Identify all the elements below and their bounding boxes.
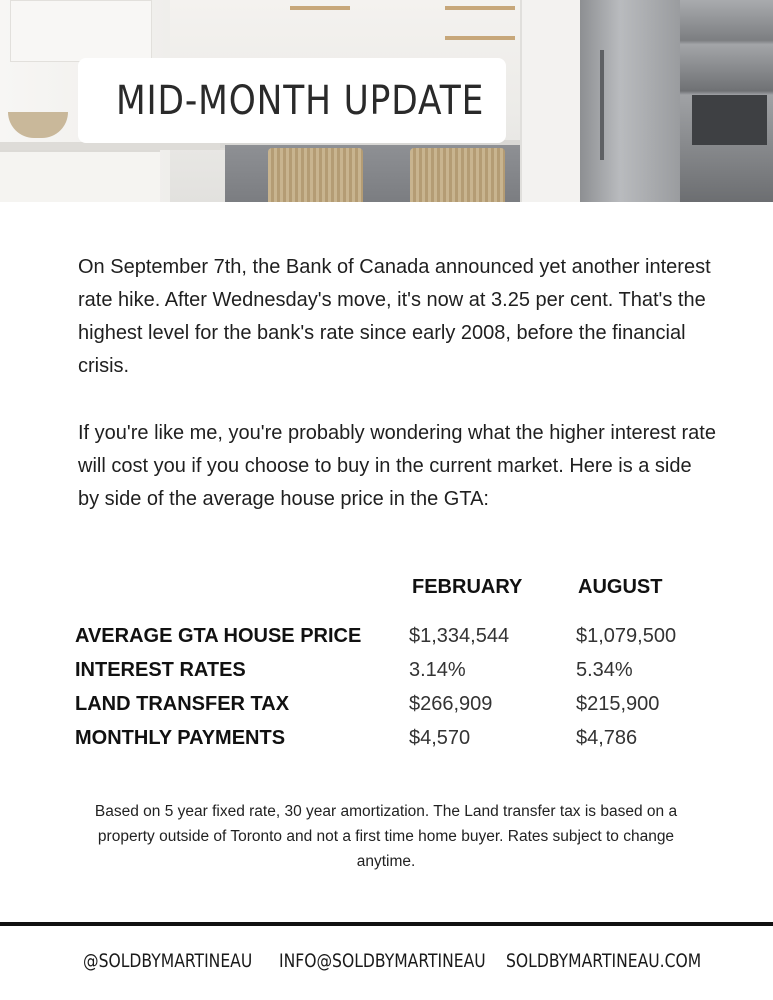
table-row (0, 727, 773, 761)
photo-lower-cabinet (0, 150, 160, 202)
photo-shelf (290, 6, 350, 10)
photo-stool (410, 148, 505, 202)
column-header-february: FEBRUARY (412, 576, 523, 598)
august-value: $215,900 (576, 693, 660, 715)
photo-counter (0, 142, 230, 150)
footer-divider (0, 922, 773, 926)
august-value: $1,079,500 (576, 625, 677, 647)
website-link[interactable]: SOLDBYMARTINEAU.COM (506, 950, 702, 972)
row-label: AVERAGE GTA HOUSE PRICE (75, 625, 362, 647)
february-value: $1,334,544 (409, 625, 510, 647)
photo-shelf (445, 6, 515, 10)
february-value: $4,570 (409, 727, 471, 749)
page-title: MID-MONTH UPDATE (116, 77, 485, 124)
photo-fridge (580, 0, 680, 202)
email-contact[interactable]: INFO@SOLDBYMARTINEAU (279, 950, 486, 972)
table-row (0, 625, 773, 659)
february-value: 3.14% (409, 659, 466, 681)
photo-stool (268, 148, 363, 202)
title-box (78, 58, 506, 143)
photo-shelf (445, 36, 515, 40)
photo-fridge-handle (600, 50, 604, 160)
august-value: 5.34% (576, 659, 633, 681)
comparison-paragraph: If you're like me, you're probably wondering what the higher interest rate will cost you if you choose to buy in the current market. Here is a side by side of the average house price in the GTA: (78, 422, 716, 510)
photo-oven-window (692, 95, 767, 145)
row-label: LAND TRANSFER TAX (75, 693, 290, 715)
table-row (0, 693, 773, 727)
august-value: $4,786 (576, 727, 638, 749)
social-handle[interactable]: @SOLDBYMARTINEAU (83, 950, 253, 972)
table-row (0, 659, 773, 693)
intro-paragraph: On September 7th, the Bank of Canada announced yet another interest rate hike. After Wednesday's move, it's now at 3.25 per cent. That's the highest level for the bank's rate since early 2008, before the financial crisis. (78, 256, 711, 377)
column-header-august: AUGUST (578, 576, 663, 598)
row-label: MONTHLY PAYMENTS (75, 727, 286, 749)
disclaimer-note: Based on 5 year fixed rate, 30 year amortization. The Land transfer tax is based on a property outside of Toronto and not a first time home buyer. Rates subject to change anytime. (94, 803, 678, 870)
february-value: $266,909 (409, 693, 493, 715)
photo-upper-cabinet (10, 0, 152, 62)
row-label: INTEREST RATES (75, 659, 246, 681)
